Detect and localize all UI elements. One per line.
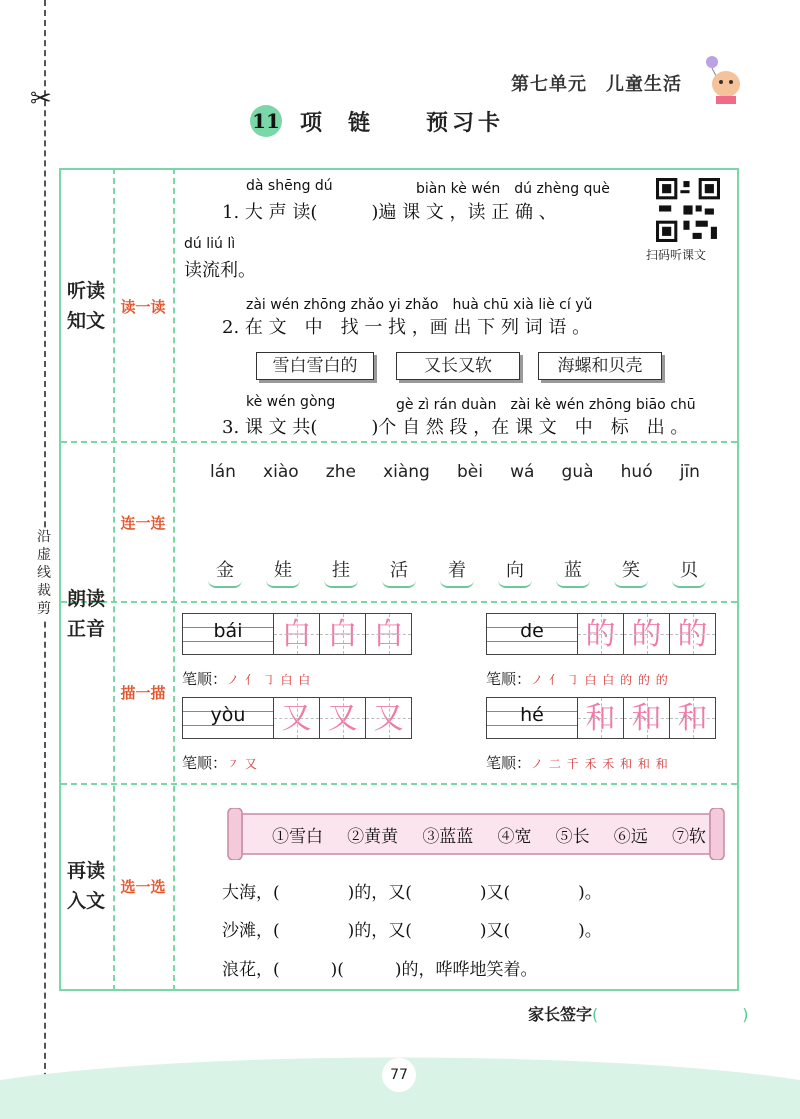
row-divider [61, 441, 737, 443]
match-pinyin[interactable]: lán [210, 462, 236, 482]
match-character[interactable]: 着 [444, 556, 470, 582]
section-title-listen: 听读 知文 [66, 280, 105, 332]
activity-read: 读一读 [120, 298, 166, 316]
trace-cell[interactable]: 和 [624, 697, 670, 739]
match-character[interactable]: 贝 [676, 556, 702, 582]
cut-instruction: 沿虚线裁剪 [34, 528, 54, 618]
choice-option[interactable]: ②黄黄 [347, 827, 399, 847]
match-character[interactable]: 笑 [618, 556, 644, 582]
pinyin-line: zài wén zhōng zhǎo yi zhǎo huà chū xià liè cí yǔ [246, 297, 593, 313]
match-character[interactable]: 蓝 [560, 556, 586, 582]
lesson-number-badge: 11 [250, 105, 282, 137]
match-character-row [212, 556, 702, 582]
mascot-icon [700, 54, 744, 106]
match-pinyin[interactable]: jīn [679, 462, 700, 482]
fill-sentence[interactable]: 沙滩，( )的，又( )又( )。 [222, 921, 602, 941]
section-title-pronounce: 朗读 正音 [66, 588, 105, 640]
choice-list [272, 822, 706, 847]
trace-cell[interactable]: 和 [578, 697, 624, 739]
column-divider [113, 168, 115, 991]
pinyin-cell: hé [486, 697, 578, 739]
word-box: 又长又软 [396, 352, 520, 380]
match-pinyin[interactable]: xiào [263, 462, 299, 482]
pinyin-line: dú liú lì [184, 236, 236, 252]
trace-cell[interactable]: 的 [670, 613, 716, 655]
parent-signature[interactable]: 家长签字( ) [528, 1005, 749, 1024]
trace-cell[interactable]: 又 [274, 697, 320, 739]
question-2: 2. 在 文 中 找 一 找 ，画 出 下 列 词 语 。 [222, 317, 591, 338]
choice-option[interactable]: ①雪白 [272, 827, 323, 847]
word-box: 雪白雪白的 [256, 352, 374, 380]
trace-cell[interactable]: 又 [366, 697, 412, 739]
match-character[interactable]: 活 [386, 556, 412, 582]
match-character[interactable]: 挂 [328, 556, 354, 582]
trace-cell[interactable]: 白 [274, 613, 320, 655]
match-character[interactable]: 金 [212, 556, 238, 582]
trace-grid [486, 697, 716, 739]
match-pinyin[interactable]: wá [510, 462, 535, 482]
lesson-header [250, 104, 504, 138]
section-title-reread: 再读 入文 [66, 860, 105, 912]
choice-option[interactable]: ⑦软 [671, 827, 706, 847]
match-character[interactable]: 向 [502, 556, 528, 582]
activity-choose: 选一选 [120, 878, 166, 896]
qr-code-icon [656, 178, 720, 242]
pinyin-line: gè zì rán duàn zài kè wén zhōng biāo chū [396, 397, 696, 413]
question-3: 3. 课 文 共( )个 自 然 段 ，在 课 文 中 标 出 。 [222, 417, 689, 438]
pinyin-cell: yòu [182, 697, 274, 739]
row-divider [61, 783, 737, 785]
activity-connect: 连一连 [120, 514, 166, 532]
pinyin-line: kè wén gòng [246, 394, 336, 410]
stroke-order: 笔顺：ノ 亻 ㇆ 白 白 的 的 的 [486, 670, 669, 688]
scissors-icon: ✂ [30, 84, 52, 114]
trace-cell[interactable]: 的 [578, 613, 624, 655]
match-pinyin[interactable]: xiàng [383, 462, 430, 482]
match-character[interactable]: 娃 [270, 556, 296, 582]
card-title: 预习卡 [426, 109, 505, 136]
activity-trace: 描一描 [120, 684, 166, 702]
trace-grid [486, 613, 716, 655]
trace-cell[interactable]: 白 [366, 613, 412, 655]
stroke-order: 笔顺：ノ 二 千 禾 禾 和 和 和 [486, 754, 669, 772]
unit-title: 第七单元 儿童生活 [511, 74, 682, 95]
choice-option[interactable]: ⑤长 [555, 827, 590, 847]
choice-option[interactable]: ⑥远 [613, 827, 648, 847]
choice-option[interactable]: ③蓝蓝 [422, 827, 474, 847]
column-divider [173, 168, 175, 991]
pinyin-cell: de [486, 613, 578, 655]
trace-cell[interactable]: 又 [320, 697, 366, 739]
match-pinyin[interactable]: guà [561, 462, 594, 482]
pinyin-line: dà shēng dú [246, 178, 333, 194]
match-pinyin[interactable]: zhe [325, 462, 356, 482]
match-pinyin[interactable]: huó [620, 462, 653, 482]
stroke-order: 笔顺：ノ 亻 ㇆ 白 白 [182, 670, 312, 688]
row-divider [61, 601, 737, 603]
fill-sentence[interactable]: 浪花，( )( )的，哗哗地笑着。 [222, 960, 538, 980]
pinyin-line: biàn kè wén dú zhèng què [416, 181, 610, 197]
qr-label: 扫码听课文 [646, 248, 707, 262]
page-number: 77 [382, 1058, 416, 1092]
match-pinyin[interactable]: bèi [456, 462, 483, 482]
pinyin-cell: bái [182, 613, 274, 655]
question-1-continued: 读流利。 [184, 260, 256, 281]
trace-grid [182, 613, 412, 655]
word-box: 海螺和贝壳 [538, 352, 662, 380]
trace-grid [182, 697, 412, 739]
trace-cell[interactable]: 的 [624, 613, 670, 655]
trace-cell[interactable]: 和 [670, 697, 716, 739]
fill-sentence[interactable]: 大海，( )的，又( )又( )。 [222, 883, 602, 903]
trace-cell[interactable]: 白 [320, 613, 366, 655]
lesson-title: 项链 [300, 109, 397, 136]
match-pinyin-row [210, 462, 700, 482]
question-1: 1. 大 声 读( )遍 课 文 ，读 正 确 、 [222, 202, 557, 223]
stroke-order: 笔顺：㇇ 又 [182, 754, 258, 772]
choice-option[interactable]: ④宽 [497, 827, 532, 847]
